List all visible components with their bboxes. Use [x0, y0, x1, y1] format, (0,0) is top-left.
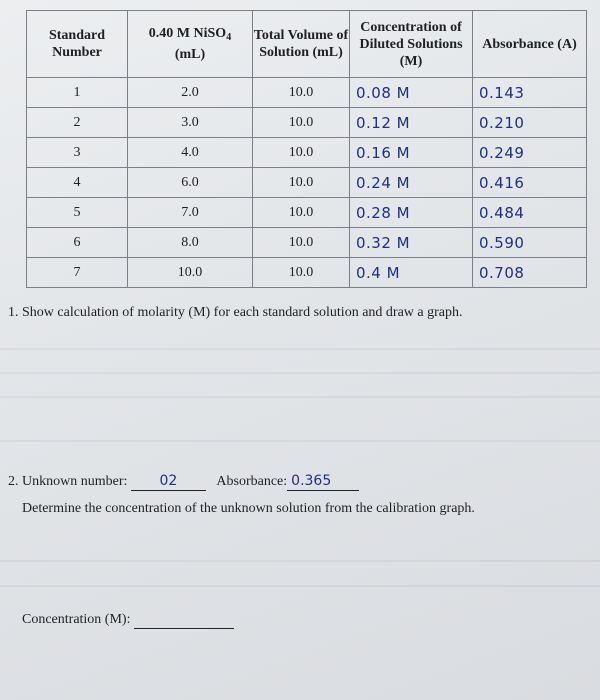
header-total-volume: Total Volume of Solution (mL) — [253, 11, 350, 78]
absorbance-label: Absorbance: — [216, 474, 288, 489]
absorbance-value: 0.365 — [291, 473, 332, 489]
cell-total-volume: 10.0 — [253, 168, 350, 198]
concentration-line — [22, 612, 234, 629]
cell-niso4-volume: 6.0 — [128, 168, 253, 198]
header-absorbance: Absorbance (A) — [473, 11, 587, 78]
data-table — [26, 10, 587, 288]
cell-niso4-volume: 8.0 — [128, 228, 253, 258]
unknown-number-value: 02 — [159, 473, 178, 489]
question-1: 1. Show calculation of molarity (M) for each standard solution and draw a graph. — [8, 305, 463, 320]
header-niso4-unit: (mL) — [174, 47, 206, 62]
header-niso4-volume-label: 0.40 M NiSO — [148, 26, 227, 41]
table-row — [27, 228, 587, 258]
cell-total-volume: 10.0 — [253, 258, 350, 288]
cell-concentration: 0.16 M — [350, 138, 473, 168]
absorbance-blank — [287, 473, 359, 491]
cell-total-volume: 10.0 — [253, 108, 350, 138]
cell-absorbance: 0.708 — [473, 258, 587, 288]
cell-standard-number: 6 — [27, 228, 128, 258]
cell-standard-number: 1 — [27, 78, 128, 108]
header-standard-number: Standard Number — [27, 11, 128, 78]
header-niso4-subscript: 4 — [226, 32, 232, 43]
cell-concentration: 0.08 M — [350, 78, 473, 108]
header-concentration: Concentration of Diluted Solutions (M) — [350, 11, 473, 78]
cell-concentration: 0.12 M — [350, 108, 473, 138]
cell-niso4-volume: 4.0 — [128, 138, 253, 168]
question-2-instruction: Determine the concentration of the unknown solution from the calibration graph. — [22, 501, 475, 516]
cell-niso4-volume: 7.0 — [128, 198, 253, 228]
cell-standard-number: 3 — [27, 138, 128, 168]
cell-concentration: 0.32 M — [350, 228, 473, 258]
cell-absorbance: 0.143 — [473, 78, 587, 108]
concentration-blank — [134, 612, 234, 629]
table-row — [27, 108, 587, 138]
cell-total-volume: 10.0 — [253, 228, 350, 258]
cell-concentration: 0.4 M — [350, 258, 473, 288]
table-row — [27, 168, 587, 198]
cell-niso4-volume: 10.0 — [128, 258, 253, 288]
cell-absorbance: 0.484 — [473, 198, 587, 228]
table-row — [27, 258, 587, 288]
cell-standard-number: 5 — [27, 198, 128, 228]
cell-absorbance: 0.249 — [473, 138, 587, 168]
cell-standard-number: 4 — [27, 168, 128, 198]
cell-total-volume: 10.0 — [253, 138, 350, 168]
cell-concentration: 0.24 M — [350, 168, 473, 198]
table-row — [27, 138, 587, 168]
cell-absorbance: 0.416 — [473, 168, 587, 198]
cell-absorbance: 0.210 — [473, 108, 587, 138]
table-row — [27, 78, 587, 108]
header-row — [27, 11, 587, 78]
header-niso4-volume — [128, 11, 253, 78]
cell-standard-number: 2 — [27, 108, 128, 138]
concentration-label: Concentration (M): — [22, 612, 131, 627]
cell-absorbance: 0.590 — [473, 228, 587, 258]
table-row — [27, 198, 587, 228]
unknown-number-blank — [131, 473, 206, 491]
cell-total-volume: 10.0 — [253, 198, 350, 228]
unknown-number-label: 2. Unknown number: — [8, 474, 128, 489]
question-2-line — [8, 473, 359, 491]
cell-niso4-volume: 3.0 — [128, 108, 253, 138]
cell-niso4-volume: 2.0 — [128, 78, 253, 108]
cell-total-volume: 10.0 — [253, 78, 350, 108]
cell-concentration: 0.28 M — [350, 198, 473, 228]
cell-standard-number: 7 — [27, 258, 128, 288]
